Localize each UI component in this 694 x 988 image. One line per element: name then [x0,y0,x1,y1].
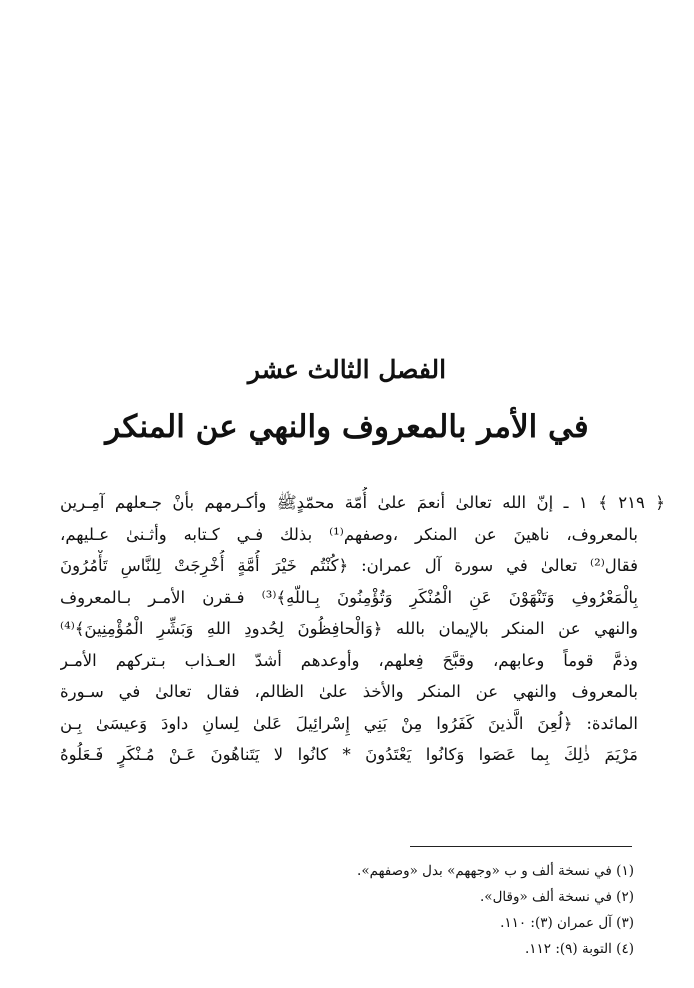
footnote-2: (٢) في نسخة ألف «وقال». [480,889,634,905]
chapter-title-heading: في الأمر بالمعروف والنهي عن المنكر [105,409,589,445]
chapter-number-heading: الفصل الثالث عشر [247,355,447,384]
footnotes [274,858,634,962]
footnote-1: (١) في نسخة ألف و ب «وجههم» بدل «وصفهم». [357,863,634,879]
footnote-divider [410,846,632,847]
text-line: مَرْيَمَ ذٰلِكَ بِما عَصَوا وَكانُوا يَعْتَدُونَ * كانُوا لا يَتَناهُونَ عَـنْ مُـنْكَرٍ فَـعَلُوهُ [60,745,638,764]
text-line: المائدة: ﴿لُعِنَ الَّذينَ كَفَرُوا مِنْ بَنِي إِسْرائِيلَ عَلىٰ لِسانِ داودَ وَعيسَىٰ بِـن [60,713,638,733]
text-line: والنهي عن المنكر بالإيمان بالله ﴿وَالْحافِظُونَ لِحُدودِ اللهِ وَبَشِّرِ الْمُؤْمِنِينَ﴾⁽⁴⁾ [60,619,638,638]
text-line: وذمَّ قوماً وعابهم، وقبَّحَ فِعلهم، وأوعدهم أشدّ العـذاب بـتركهم الأمـر [60,650,638,670]
text-line: فقال⁽²⁾ تعالىٰ في سورة آل عمران: ﴿كُنْتُم خَيْرَ أُمَّةٍ أُخْرِجَتْ لِلنَّاسِ تَأْمُرُونَ [60,556,638,575]
footnote-4: (٤) التوبة (٩): ١١٢. [524,941,634,957]
text-line: بالمعروف، ناهينَ عن المنكر ،وصفهم⁽¹⁾ بذلك فـي كـتابه وأثـنىٰ عـليهم، [60,524,638,544]
main-text [60,487,665,771]
footnote-3: (٣) آل عمران (٣): ١١٠. [500,915,634,931]
text-line: بالمعروف والنهي عن المنكر والأخذ علىٰ الظالم، فقال تعالىٰ في سـورة [60,682,638,701]
text-line: بِالْمَعْرُوفِ وَتَنْهَوْنَ عَنِ الْمُنْكَرِ وَتُؤْمِنُونَ بِـاللّهِ﴾⁽³⁾ فـقرن الأمـر بـالمعروف [60,587,638,607]
text-line: ﴿ ٢١٩ ﴾ ١ ـ إنّ الله تعالىٰ أنعمَ علىٰ أُمّة محمّدٍﷺ وأكـرمهم بأنْ جـعلهم آمِـرين [60,493,665,512]
